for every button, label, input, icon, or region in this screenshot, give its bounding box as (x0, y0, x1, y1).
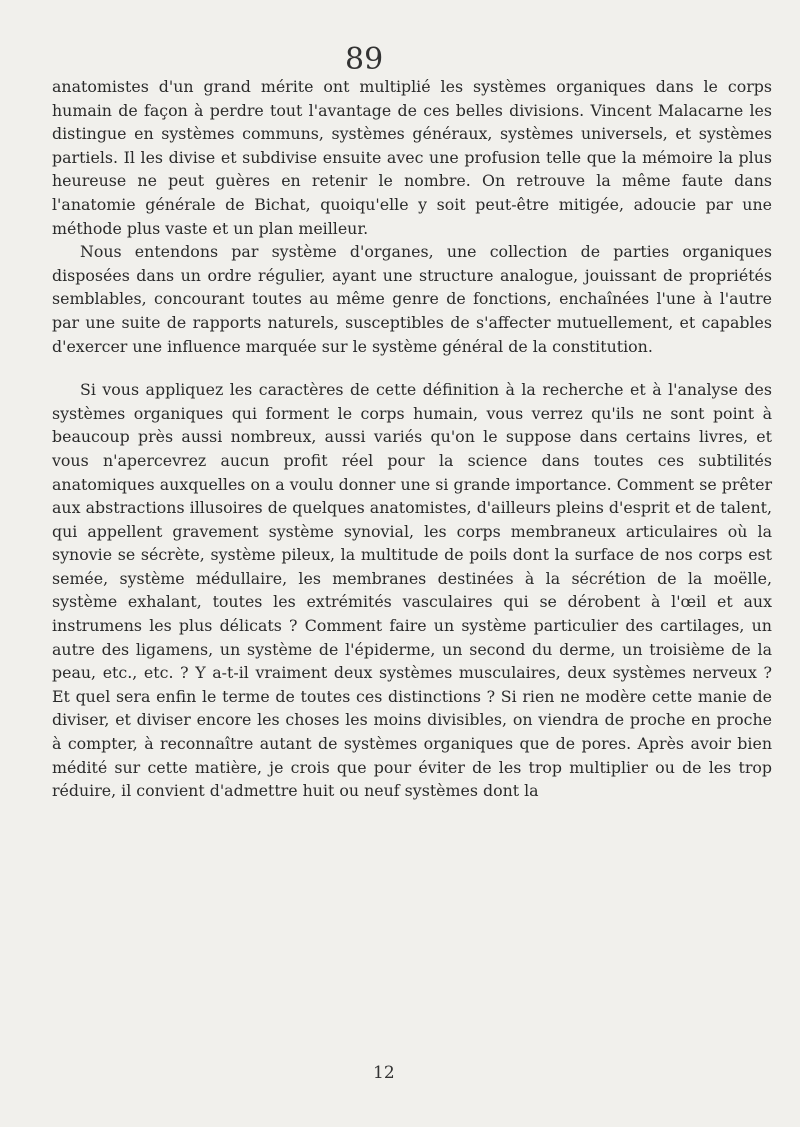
paragraph-definition: Nous entendons par système d'organes, une collection de parties organiques disposées dans un ordre régulier, ayant une structure analogue, jouissant de propriétés semblables, concourant toutes au même genre de fonctions, enchaînées l'une à l'autre par une suite de rapports naturels, susceptibles de s'affecter mutuellement, et capables d'exercer une influence marquée sur le système général de la constitution. (52, 242, 772, 356)
paragraph-continuation: anatomistes d'un grand mérite ont multiplié les systèmes organiques dans le corps humain de façon à perdre tout l'avantage de ces belles divisions. Vincent Malacarne les distingue en systèmes communs, systèmes généraux, systèmes universels, et systèmes partiels. Il les divise et subdivise ensuite avec une profusion telle que la mémoire la plus heureuse ne peut guères en retenir le nombre. On retrouve la même faute dans l'anatomie générale de Bichat, quoiqu'elle y soit peut-être mitigée, adoucie par une méthode plus vaste et un plan meilleur. (52, 77, 772, 238)
signature-mark: 12 (373, 1063, 395, 1083)
paragraph-critique: Si vous appliquez les caractères de cette définition à la recherche et à l'analyse des systèmes organiques qui forment le corps humain, vous verrez qu'ils ne sont point à beaucoup près aussi nombreux, aussi variés qu'on le suppose dans certains livres, et vous n'apercevrez aucun profit réel pour la science dans toutes ces subtilités anatomiques auxquelles on a voulu donner une si grande importance. Comment se prêter aux abstractions illusoires de quelques anatomistes, d'ailleurs pleins d'esprit et de talent, qui appellent gravement système synovial, les corps membraneux articulaires où la synovie se sécrète, système pileux, la multitude de poils dont la surface de nos corps est semée, système médullaire, les membranes destinées à la sécrétion de la moëlle, système exhalant, toutes les extrémités vasculaires qui se dérobent à l'œil et aux instrumens les plus délicats ? Comment faire un système particulier des cartilages, un autre des ligamens, un système de l'épiderme, un second du derme, un troisième de la peau, etc., etc. ? Y a-t-il vraiment deux systèmes musculaires, deux systèmes nerveux ? Et quel sera enfin le terme de toutes ces distinctions ? Si rien ne modère cette manie de diviser, et diviser encore les choses les moins divisibles, on viendra de proche en proche à compter, à reconnaître autant de systèmes organiques que de pores. Après avoir bien médité sur cette matière, je crois que pour éviter de les trop multiplier ou de les trop réduire, il convient d'admettre huit ou neuf systèmes dont la (52, 380, 772, 801)
body-text (52, 75, 772, 803)
page-number: 89 (345, 42, 384, 77)
